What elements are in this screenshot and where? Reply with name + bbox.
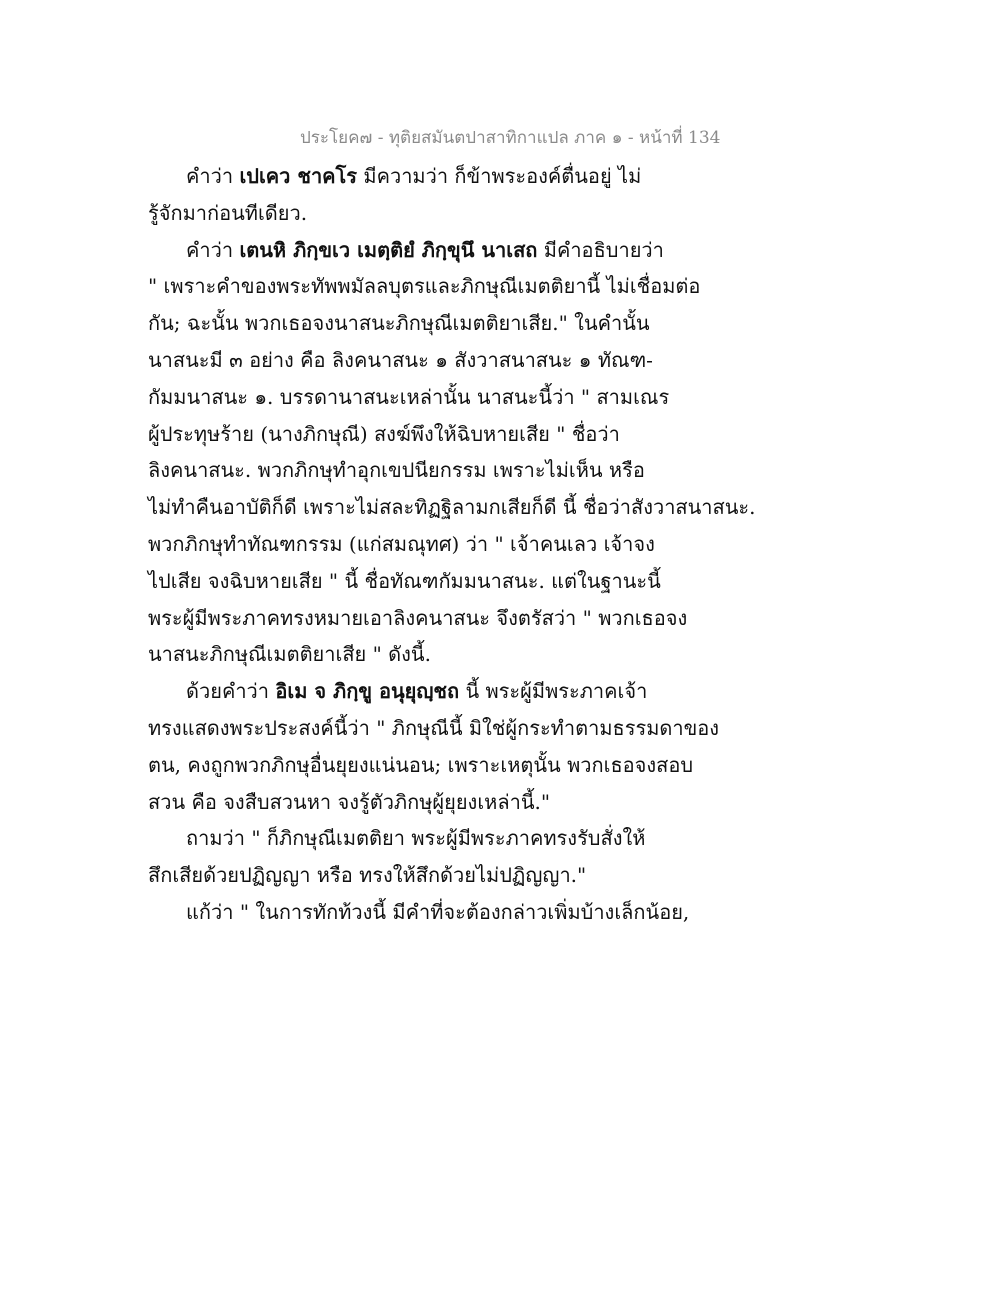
paragraph-line: ตน, คงถูกพวกภิกษุอื่นยุยงแน่นอน; เพราะเหตุนั้น พวกเธอจงสอบ <box>148 752 694 777</box>
paragraph-line: พระผู้มีพระภาคทรงหมายเอาลิงคนาสนะ จึงตรัสว่า " พวกเธอจง <box>148 605 688 630</box>
paragraph-line: กัมมนาสนะ ๑. บรรดานาสนะเหล่านั้น นาสนะนี้ว่า " สามเณร <box>148 384 670 409</box>
paragraph-line: พวกภิกษุทำทัณฑกรรม (แก่สมณุทศ) ว่า " เจ้าคนเลว เจ้าจง <box>148 531 655 556</box>
line-text: ด้วยคำว่า <box>186 679 276 704</box>
paragraph-line: กัน; ฉะนั้น พวกเธอจงนาสนะภิกษุณีเมตติยาเสีย." ในคำนั้น <box>148 311 650 336</box>
line-text: นี้ พระผู้มีพระภาคเจ้า <box>459 679 648 704</box>
running-header: ประโยค๗ - ทุติยสมันตปาสาทิกาแปล ภาค ๑ - หน้าที่ 134 <box>300 128 721 148</box>
line-text: มีความว่า ก็ข้าพระองค์ตื่นอยู่ ไม่ <box>357 164 642 188</box>
paragraph-line <box>148 232 838 269</box>
line-text: คำว่า <box>186 237 240 262</box>
body-text <box>148 158 838 931</box>
paragraph-line: ไปเสีย จงฉิบหายเสีย " นี้ ชื่อทัณฑกัมมนาสนะ. แต่ในฐานะนี้ <box>148 568 661 593</box>
paragraph-line: สวน คือ จงสืบสวนหา จงรู้ตัวภิกษุผู้ยุยงเหล่านี้." <box>148 789 551 814</box>
paragraph-line: ไม่ทำคืนอาบัติก็ดี เพราะไม่สละทิฏฐิลามกเสียก็ดี นี้ ชื่อว่าสังวาสนาสนะ. <box>148 495 756 520</box>
paragraph-line: สึกเสียด้วยปฏิญญา หรือ ทรงให้สึกด้วยไม่ปฏิญญา." <box>148 863 587 888</box>
pali-term: อิเม จ ภิกฺขู อนุยุญฺชถ <box>275 679 460 704</box>
pali-term: เตนหิ ภิกฺขเว เมตฺติยํ ภิกฺขุนึ นาเสถ <box>239 237 538 262</box>
paragraph-line: ผู้ประทุษร้าย (นางภิกษุณี) สงฆ์พึงให้ฉิบหายเสีย " ชื่อว่า <box>148 421 620 446</box>
paragraph-line: " เพราะคำของพระทัพพมัลลบุตรและภิกษุณีเมตติยานี้ ไม่เชื่อมต่อ <box>148 274 701 299</box>
paragraph-line: ทรงแสดงพระประสงค์นี้ว่า " ภิกษุณีนี้ มิใช่ผู้กระทำตามธรรมดาของ <box>148 715 720 740</box>
paragraph-line: นาสนะภิกษุณีเมตติยาเสีย " ดังนี้. <box>148 642 431 667</box>
line-text: มีคำอธิบายว่า <box>537 237 664 262</box>
paragraph-line <box>148 673 838 710</box>
paragraph-line <box>148 158 838 195</box>
paragraph-line: ถามว่า " ก็ภิกษุณีเมตติยา พระผู้มีพระภาคทรงรับสั่งให้ <box>186 826 646 851</box>
pali-term: เปเคว ชาคโร <box>239 164 358 188</box>
paragraph-line: นาสนะมี ๓ อย่าง คือ ลิงคนาสนะ ๑ สังวาสนาสนะ ๑ ทัณฑ- <box>148 347 653 372</box>
paragraph-line: แก้ว่า " ในการทักท้วงนี้ มีคำที่จะต้องกล่าวเพิ่มบ้างเล็กน้อย, <box>186 899 690 924</box>
line-text: คำว่า <box>186 164 240 188</box>
paragraph-line: ลิงคนาสนะ. พวกภิกษุทำอุกเขปนียกรรม เพราะไม่เห็น หรือ <box>148 458 645 483</box>
paragraph-line: รู้จักมาก่อนทีเดียว. <box>148 200 308 225</box>
